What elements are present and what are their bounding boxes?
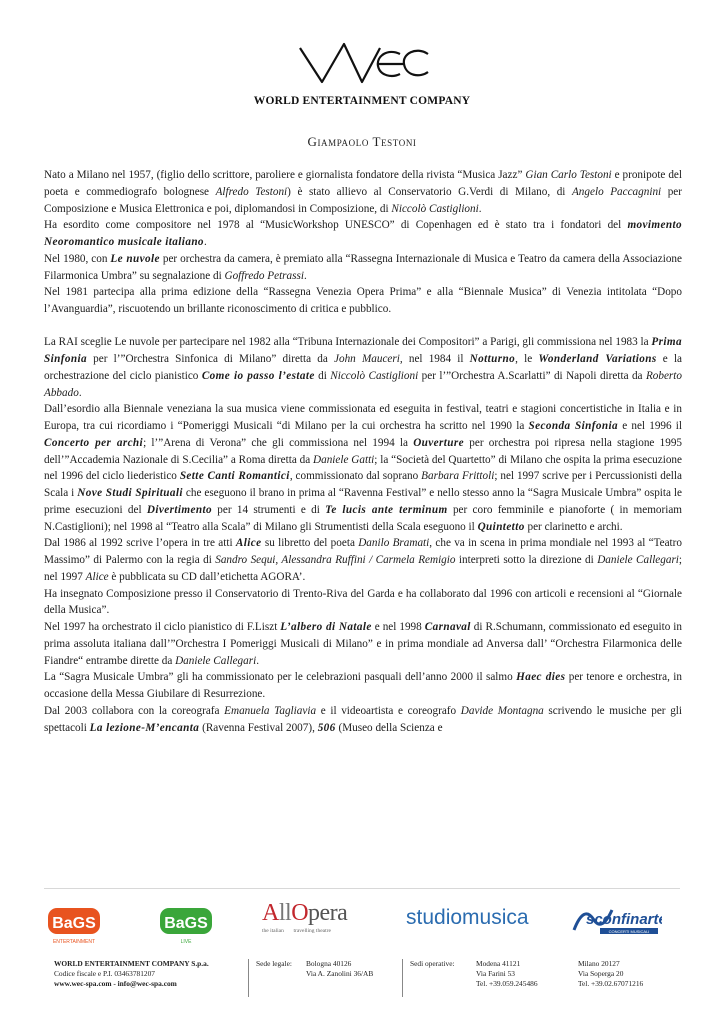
paragraph bbox=[44, 167, 682, 217]
text-run: e la orchestrazione del ciclo pianistico bbox=[44, 353, 683, 382]
text-run: Nel 1981 partecipa alla prima edizione della “Rassegna Venezia Opera Prima” e alla “Biennale Musica” di Venezia intitolata “Dopo l’Avanguardia”, riscuotendo un brillante riconoscimento di critica e pubblico. bbox=[44, 286, 682, 315]
paragraph bbox=[44, 619, 682, 669]
work-title: Wonderland Variations bbox=[538, 353, 657, 365]
sconfinarte-logo bbox=[572, 902, 662, 943]
italic-name: Daniele Callegari bbox=[175, 654, 257, 667]
text-run: Nel 1980, con bbox=[44, 252, 111, 265]
text-run: Ha insegnato Composizione presso il Conservatorio di Trento-Riva del Garda e ha collaborato dal 1996 con articoli e recensioni al “Giornale della Musica”. bbox=[44, 587, 682, 617]
italic-name: Alfredo Testoni bbox=[215, 185, 288, 198]
text-run: su libretto del poeta bbox=[261, 537, 359, 550]
text-run: . bbox=[78, 386, 82, 399]
work-title: 506 bbox=[317, 721, 336, 734]
paragraph bbox=[44, 669, 682, 703]
text-run: , commissionato dal soprano bbox=[289, 470, 422, 483]
footer bbox=[44, 959, 680, 999]
italic-name: Roberto Abbado bbox=[44, 369, 682, 399]
studiomusica-logo: studiomusica bbox=[406, 906, 529, 929]
text-run: nel 1984 il bbox=[402, 353, 470, 365]
text-run: ) è stato allievo al Conservatorio G.Verdi di Milano, di bbox=[287, 185, 572, 198]
italic-name: Barbara Frittoli bbox=[421, 470, 495, 483]
italic-name: John Mauceri, bbox=[334, 353, 403, 365]
italic-name: Niccolò Castiglioni bbox=[391, 202, 479, 215]
work-title: Notturno bbox=[469, 353, 516, 365]
text-run: Nel 1997 ha orchestrato il ciclo pianistico di F.Liszt bbox=[44, 621, 281, 633]
text-run: per orchestra poi ripresa nella stagione 1995 dell’”Accademia Nazionale di S.Cecilia” a Roma diretta da bbox=[44, 436, 683, 466]
allopera-subtitle-1: the italian bbox=[262, 928, 284, 934]
work-title: Nove Studi Spirituali bbox=[77, 487, 183, 499]
text-run: . bbox=[303, 269, 307, 282]
text-run: Nato a Milano nel 1957, (figlio dello scrittore, paroliere e giornalista fondatore della rivista “Musica Jazz” bbox=[44, 169, 526, 181]
text-run: La RAI sceglie Le nuvole per partecipare nel 1982 alla “Tribuna Internazionale dei Compositori” a Parigi, gli commissiona nel 1983 la bbox=[44, 336, 652, 349]
text-run: (Ravenna Festival 2007), bbox=[199, 721, 318, 734]
footer-modena-city: Modena 41121 bbox=[476, 959, 521, 968]
text-run: per l’”Orchestra Sinfonica di Milano” diretta da bbox=[87, 353, 335, 365]
text-run: . bbox=[478, 202, 482, 215]
text-run: è pubblicata su CD dall’etichetta AGORA’. bbox=[108, 570, 306, 583]
text-run: per 14 strumenti e di bbox=[211, 503, 326, 516]
work-title: Come io passo l’estate bbox=[201, 369, 315, 382]
text-run: Ha esordito come compositore nel 1978 al “MusicWorkshop UNESCO” di Copenhagen ed è stato tra i fondatori del bbox=[44, 219, 628, 232]
footer-separator bbox=[248, 959, 249, 997]
italic-name: Daniele Callegari bbox=[597, 554, 679, 566]
text-run: , che va in scena in prima mondiale nel 1993 al “Teatro Massimo” di Palermo con la regia di bbox=[44, 537, 682, 566]
footer-legal-city: Bologna 40126 bbox=[306, 959, 352, 968]
paragraph bbox=[44, 703, 682, 737]
italic-name: Sandro Sequi, Alessandra Ruffini / Carmela Remigio bbox=[215, 554, 456, 566]
company-name: WORLD ENTERTAINMENT COMPANY bbox=[253, 95, 471, 107]
text-run: La “Sagra Musicale Umbra” gli ha commissionato per le celebrazioni pasquali dell’anno 2000 il salmo bbox=[44, 671, 517, 684]
work-title: Alice bbox=[235, 537, 262, 550]
footer-modena-address bbox=[476, 959, 538, 989]
text-run: che eseguono il brano in prima al “Ravenna Festival” e nello stesso anno la “Sagra Musicale Umbra” ospita le prime esecuzioni del bbox=[44, 487, 682, 516]
italic-name: Emanuela Tagliavia bbox=[224, 704, 317, 717]
work-title: Prima Sinfonia bbox=[44, 336, 682, 365]
footer-legal-address bbox=[306, 959, 373, 979]
italic-name: Alice bbox=[85, 570, 109, 583]
italic-name: Gian Carlo Testoni bbox=[525, 169, 612, 181]
text-run: e il videoartista e coreografo bbox=[316, 704, 461, 717]
work-title: La lezione-M’encanta bbox=[89, 721, 200, 734]
paragraph bbox=[44, 217, 682, 251]
bags-entertainment-logo bbox=[44, 906, 104, 951]
footer-modena-phone: Tel. +39.059.245486 bbox=[476, 979, 538, 988]
footer-modena-street: Via Farini 53 bbox=[476, 969, 515, 978]
work-title: Seconda Sinfonia bbox=[528, 420, 619, 432]
sconfinarte-text: sconfinarte bbox=[586, 911, 662, 928]
text-run: per orchestra da camera, è premiato alla “Rassegna Internazionale di Musica e Teatro da camera della Associazione Filarmonica Umbra” su segnalazione di bbox=[44, 252, 682, 282]
footer-legal-label: Sede legale: bbox=[256, 959, 292, 968]
text-run: per coro femminile e pianoforte ( in memoriam N.Castiglioni); nel 1998 al “Teatro alla Scala” di Milano gli Strumentisti della Scala eseguono il bbox=[44, 503, 682, 533]
footer-company-block bbox=[54, 959, 209, 989]
allopera-logo: A llOpera the italian travelling theatre bbox=[262, 900, 348, 934]
italic-name: Angelo Paccagnini bbox=[571, 185, 662, 198]
italic-name: Davide Montagna bbox=[460, 704, 544, 717]
italic-name: Daniele Gatti bbox=[313, 453, 375, 466]
allopera-text bbox=[262, 900, 347, 927]
work-title: Carnaval bbox=[424, 621, 471, 633]
footer-company-name: WORLD ENTERTAINMENT COMPANY S.p.a. bbox=[54, 959, 209, 968]
work-title: Te lucis ante terminum bbox=[325, 503, 448, 516]
bags-logo-subtitle: ENTERTAINMENT bbox=[52, 939, 96, 945]
text-run: di bbox=[314, 369, 331, 382]
text-run: Dal 1986 al 1992 scrive l’opera in tre atti bbox=[44, 537, 236, 550]
paragraph bbox=[44, 401, 682, 535]
text-run: e nel 1996 il bbox=[618, 420, 682, 432]
text-run: e pronipote del poeta e commediografo bolognese bbox=[44, 169, 683, 198]
text-run: ; nel 1997 bbox=[44, 554, 683, 583]
paragraph bbox=[44, 535, 682, 585]
text-run: ; l’”Arena di Verona” che gli commissiona nel 1994 la bbox=[143, 436, 414, 449]
text-run: Dal 2003 collabora con la coreografa bbox=[44, 704, 225, 717]
text-run: ; nel 1997 scrive per i Percussionisti della Scala i bbox=[44, 470, 682, 499]
wec-logo bbox=[0, 30, 724, 90]
work-title: Haec dies bbox=[516, 671, 566, 684]
paragraph bbox=[44, 251, 682, 285]
text-run: interpreti sotto la direzione di bbox=[455, 554, 598, 566]
wec-logo-mark bbox=[292, 30, 432, 90]
text-run: per clarinetto e archi. bbox=[524, 520, 623, 533]
work-title: Divertimento bbox=[146, 503, 212, 516]
work-title: Concerto per archi bbox=[44, 436, 144, 449]
paragraph bbox=[44, 284, 682, 318]
page-title: Giampaolo Testoni bbox=[307, 134, 417, 149]
footer-legal-street: Via A. Zanolini 36/AB bbox=[306, 969, 374, 978]
text-run: . bbox=[203, 236, 207, 248]
text-run: per Composizione e Musica Elettronica e poi, diplomandosi in Composizione, di bbox=[44, 185, 682, 215]
work-title: Le nuvole bbox=[110, 252, 160, 265]
text-run: e nel 1998 bbox=[371, 621, 425, 633]
text-run: ; la “Società del Quartetto” di Milano che ospita la prima esecuzione nel 1996 del ciclo liederistico bbox=[44, 453, 682, 483]
footer-tax-id: Codice fiscale e P.I. 03463781207 bbox=[54, 969, 155, 978]
footer-divider bbox=[44, 888, 680, 889]
footer-milano-street: Via Soperga 20 bbox=[578, 969, 624, 978]
footer-web[interactable]: www.wec-spa.com - info@wec-spa.com bbox=[54, 979, 177, 988]
bags-logo-text: BaGS bbox=[52, 915, 96, 932]
paragraph bbox=[44, 334, 682, 401]
footer-ops-label: Sedi operative: bbox=[410, 959, 455, 968]
work-title: movimento Neoromantico musicale italiano bbox=[44, 219, 682, 248]
bags-live-logo-subtitle: LIVE bbox=[180, 939, 192, 945]
paragraph bbox=[44, 586, 682, 620]
text-run: per l’”Orchestra A.Scarlatti” di Napoli diretta da bbox=[418, 369, 646, 382]
footer-separator bbox=[402, 959, 403, 997]
italic-name: Goffredo Petrassi bbox=[224, 269, 304, 282]
text-run: per tenore e orchestra, in occasione della Messa Giubilare di Resurrezione. bbox=[44, 671, 682, 700]
allopera-subtitle-2: travelling theatre bbox=[293, 928, 331, 934]
work-title: Quintetto bbox=[477, 520, 525, 533]
work-title: Sette Canti Romantici bbox=[179, 470, 290, 483]
italic-name: Niccolò Castiglioni bbox=[330, 369, 419, 382]
text-run: scrivendo le musiche per gli spettacoli bbox=[44, 704, 683, 734]
biography-text bbox=[44, 167, 682, 736]
text-run: di R.Schumann, commissionato ed eseguito in prima assoluta italiana dall’”Orchestra I Pomeriggi Musicali di Milano” e in prima mondiale ad Anversa dall’ “Orchestra Filarmonica delle Fiandre“ entrambe dirette da bbox=[44, 621, 682, 667]
text-run: . bbox=[256, 654, 259, 667]
text-run: (Museo della Scienza e bbox=[335, 721, 443, 734]
bags-live-logo bbox=[156, 906, 216, 951]
bags-live-logo-text: BaGS bbox=[164, 915, 208, 932]
footer-milano-address bbox=[578, 959, 643, 989]
work-title: Ouverture bbox=[413, 436, 465, 449]
sponsor-logos bbox=[44, 900, 680, 950]
text-run: , le bbox=[515, 353, 539, 365]
text-run: Dall’esordio alla Biennale veneziana la sua musica viene commissionata ed eseguita in festival, teatri e stagioni concertistiche in Italia e in Europa, tra cui ricordiamo i “Pomeriggi Musicali “di Milano per la cui orchestra ha scritto nel 1990 la bbox=[44, 403, 682, 432]
work-title: L’albero di Natale bbox=[280, 621, 372, 633]
italic-name: Danilo Bramati bbox=[358, 537, 430, 550]
footer-milano-phone: Tel. +39.02.67071216 bbox=[578, 979, 644, 988]
sconfinarte-subtitle: CONCERTI MUSICALI bbox=[608, 929, 650, 934]
footer-milano-city: Milano 20127 bbox=[578, 959, 620, 968]
